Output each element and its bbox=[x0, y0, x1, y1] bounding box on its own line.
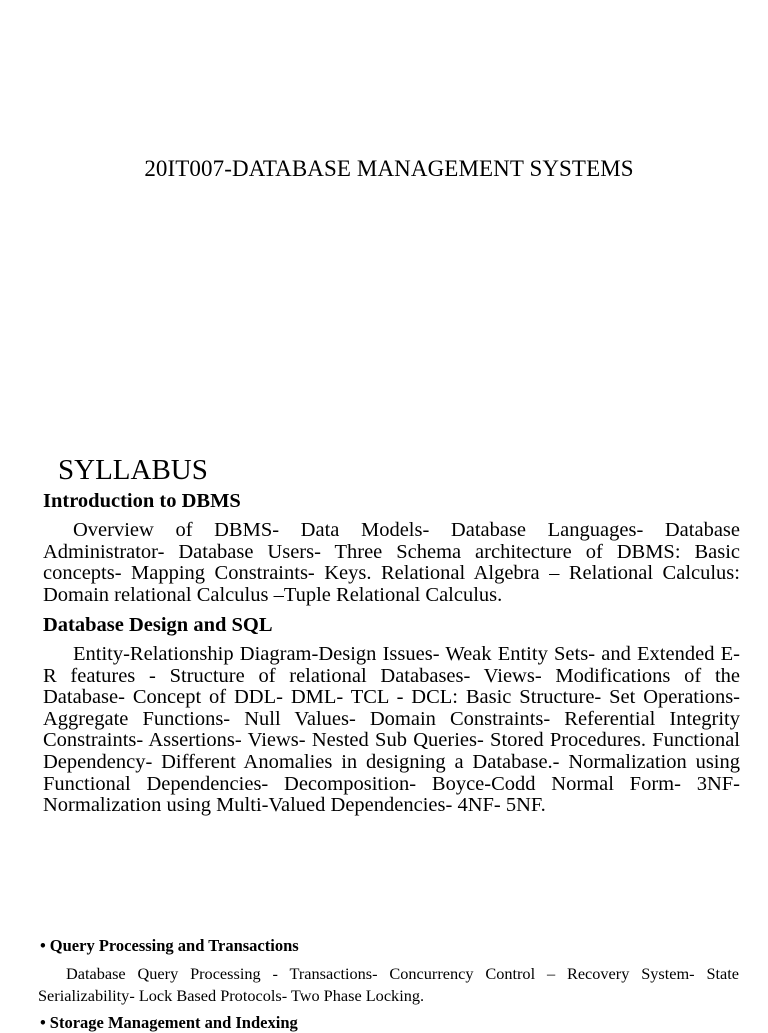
section-heading-query bbox=[40, 936, 299, 956]
section-body-intro: Overview of DBMS- Data Models- Database Languages- Database Administrator- Database Users- Three Schema architecture of DBMS: Basic concepts- Mapping Constraints- Keys. Relational Algebra – Relational Calculus: Domain relational Calculus –Tuple Relational Calculus. bbox=[43, 519, 740, 606]
section-heading-intro: Introduction to DBMS bbox=[43, 490, 241, 512]
document-title: 20IT007-DATABASE MANAGEMENT SYSTEMS bbox=[144, 156, 634, 181]
bullet-dot: • bbox=[40, 936, 46, 955]
section-heading-storage-label: Storage Management and Indexing bbox=[49, 1013, 298, 1032]
section-body-design: Entity-Relationship Diagram-Design Issues- Weak Entity Sets- and Extended E-R features - Structure of relational Databases- Views- Modifications of the Database- Concept of DDL- DML- TCL - DCL: Basic Structure- Set Operations- Aggregate Functions- Null Values- Domain Constraints- Referential Integrity Constraints- Assertions- Views- Nested Sub Queries- Stored Procedures. Functional Dependency- Different Anomalies in designing a Database.- Normalization using Functional Dependencies- Decomposition- Boyce-Codd Normal Form- 3NF- Normalization using Multi-Valued Dependencies- 4NF- 5NF. bbox=[43, 643, 740, 817]
syllabus-heading: SYLLABUS bbox=[58, 454, 208, 486]
section-body-query: Database Query Processing - Transactions- Concurrency Control – Recovery System- State Serializability- Lock Based Protocols- Two Phase Locking. bbox=[38, 964, 739, 1005]
bullet-dot: • bbox=[40, 1013, 46, 1032]
section-heading-design: Database Design and SQL bbox=[43, 614, 273, 636]
section-heading-storage bbox=[40, 1013, 298, 1033]
section-heading-query-label: Query Processing and Transactions bbox=[49, 936, 299, 955]
